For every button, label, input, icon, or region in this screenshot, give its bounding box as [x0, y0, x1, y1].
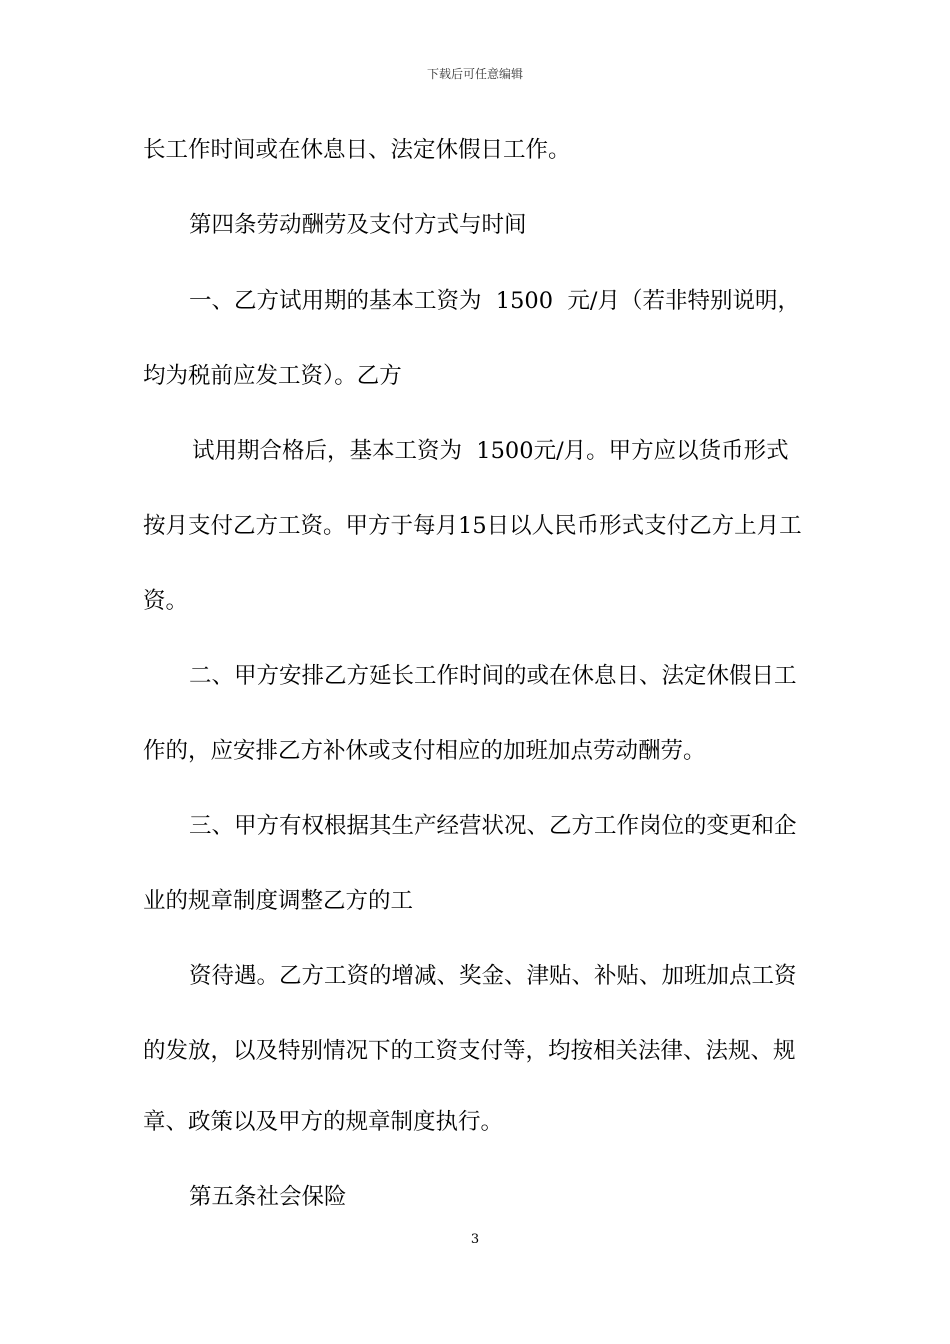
body-line: 二、甲方安排乙方延长工作时间的或在休息日、法定休假日工 [189, 663, 797, 689]
body-line: 的发放，以及特别情况下的工资支付等，均按相关法律、法规、规 [143, 1038, 796, 1064]
body-line: 一、乙方试用期的基本工资为 1500 元/月（若非特别说明， [189, 288, 800, 314]
body-line: 均为税前应发工资）。乙方 [143, 363, 402, 389]
body-line: 业的规章制度调整乙方的工 [143, 888, 414, 914]
body-line: 资。 [143, 588, 189, 614]
page-number: 3 [470, 1232, 480, 1247]
page-header: 下载后可任意编辑 [426, 67, 523, 81]
body-line: 长工作时间或在休息日、法定休假日工作。 [143, 137, 571, 163]
body-line: 作的，应安排乙方补休或支付相应的加班加点劳动酬劳。 [143, 738, 706, 764]
body-line: 按月支付乙方工资。甲方于每月15日以人民币形式支付乙方上月工 [143, 513, 802, 539]
body-line: 试用期合格后，基本工资为 1500元/月。甲方应以货币形式 [192, 438, 789, 464]
section-heading: 第四条劳动酬劳及支付方式与时间 [189, 212, 527, 238]
body-line: 章、政策以及甲方的规章制度执行。 [143, 1109, 504, 1135]
section-heading: 第五条社会保险 [189, 1184, 347, 1210]
body-line: 三、甲方有权根据其生产经营状况、乙方工作岗位的变更和企 [189, 813, 797, 839]
body-line: 资待遇。乙方工资的增减、奖金、津贴、补贴、加班加点工资 [189, 963, 797, 989]
